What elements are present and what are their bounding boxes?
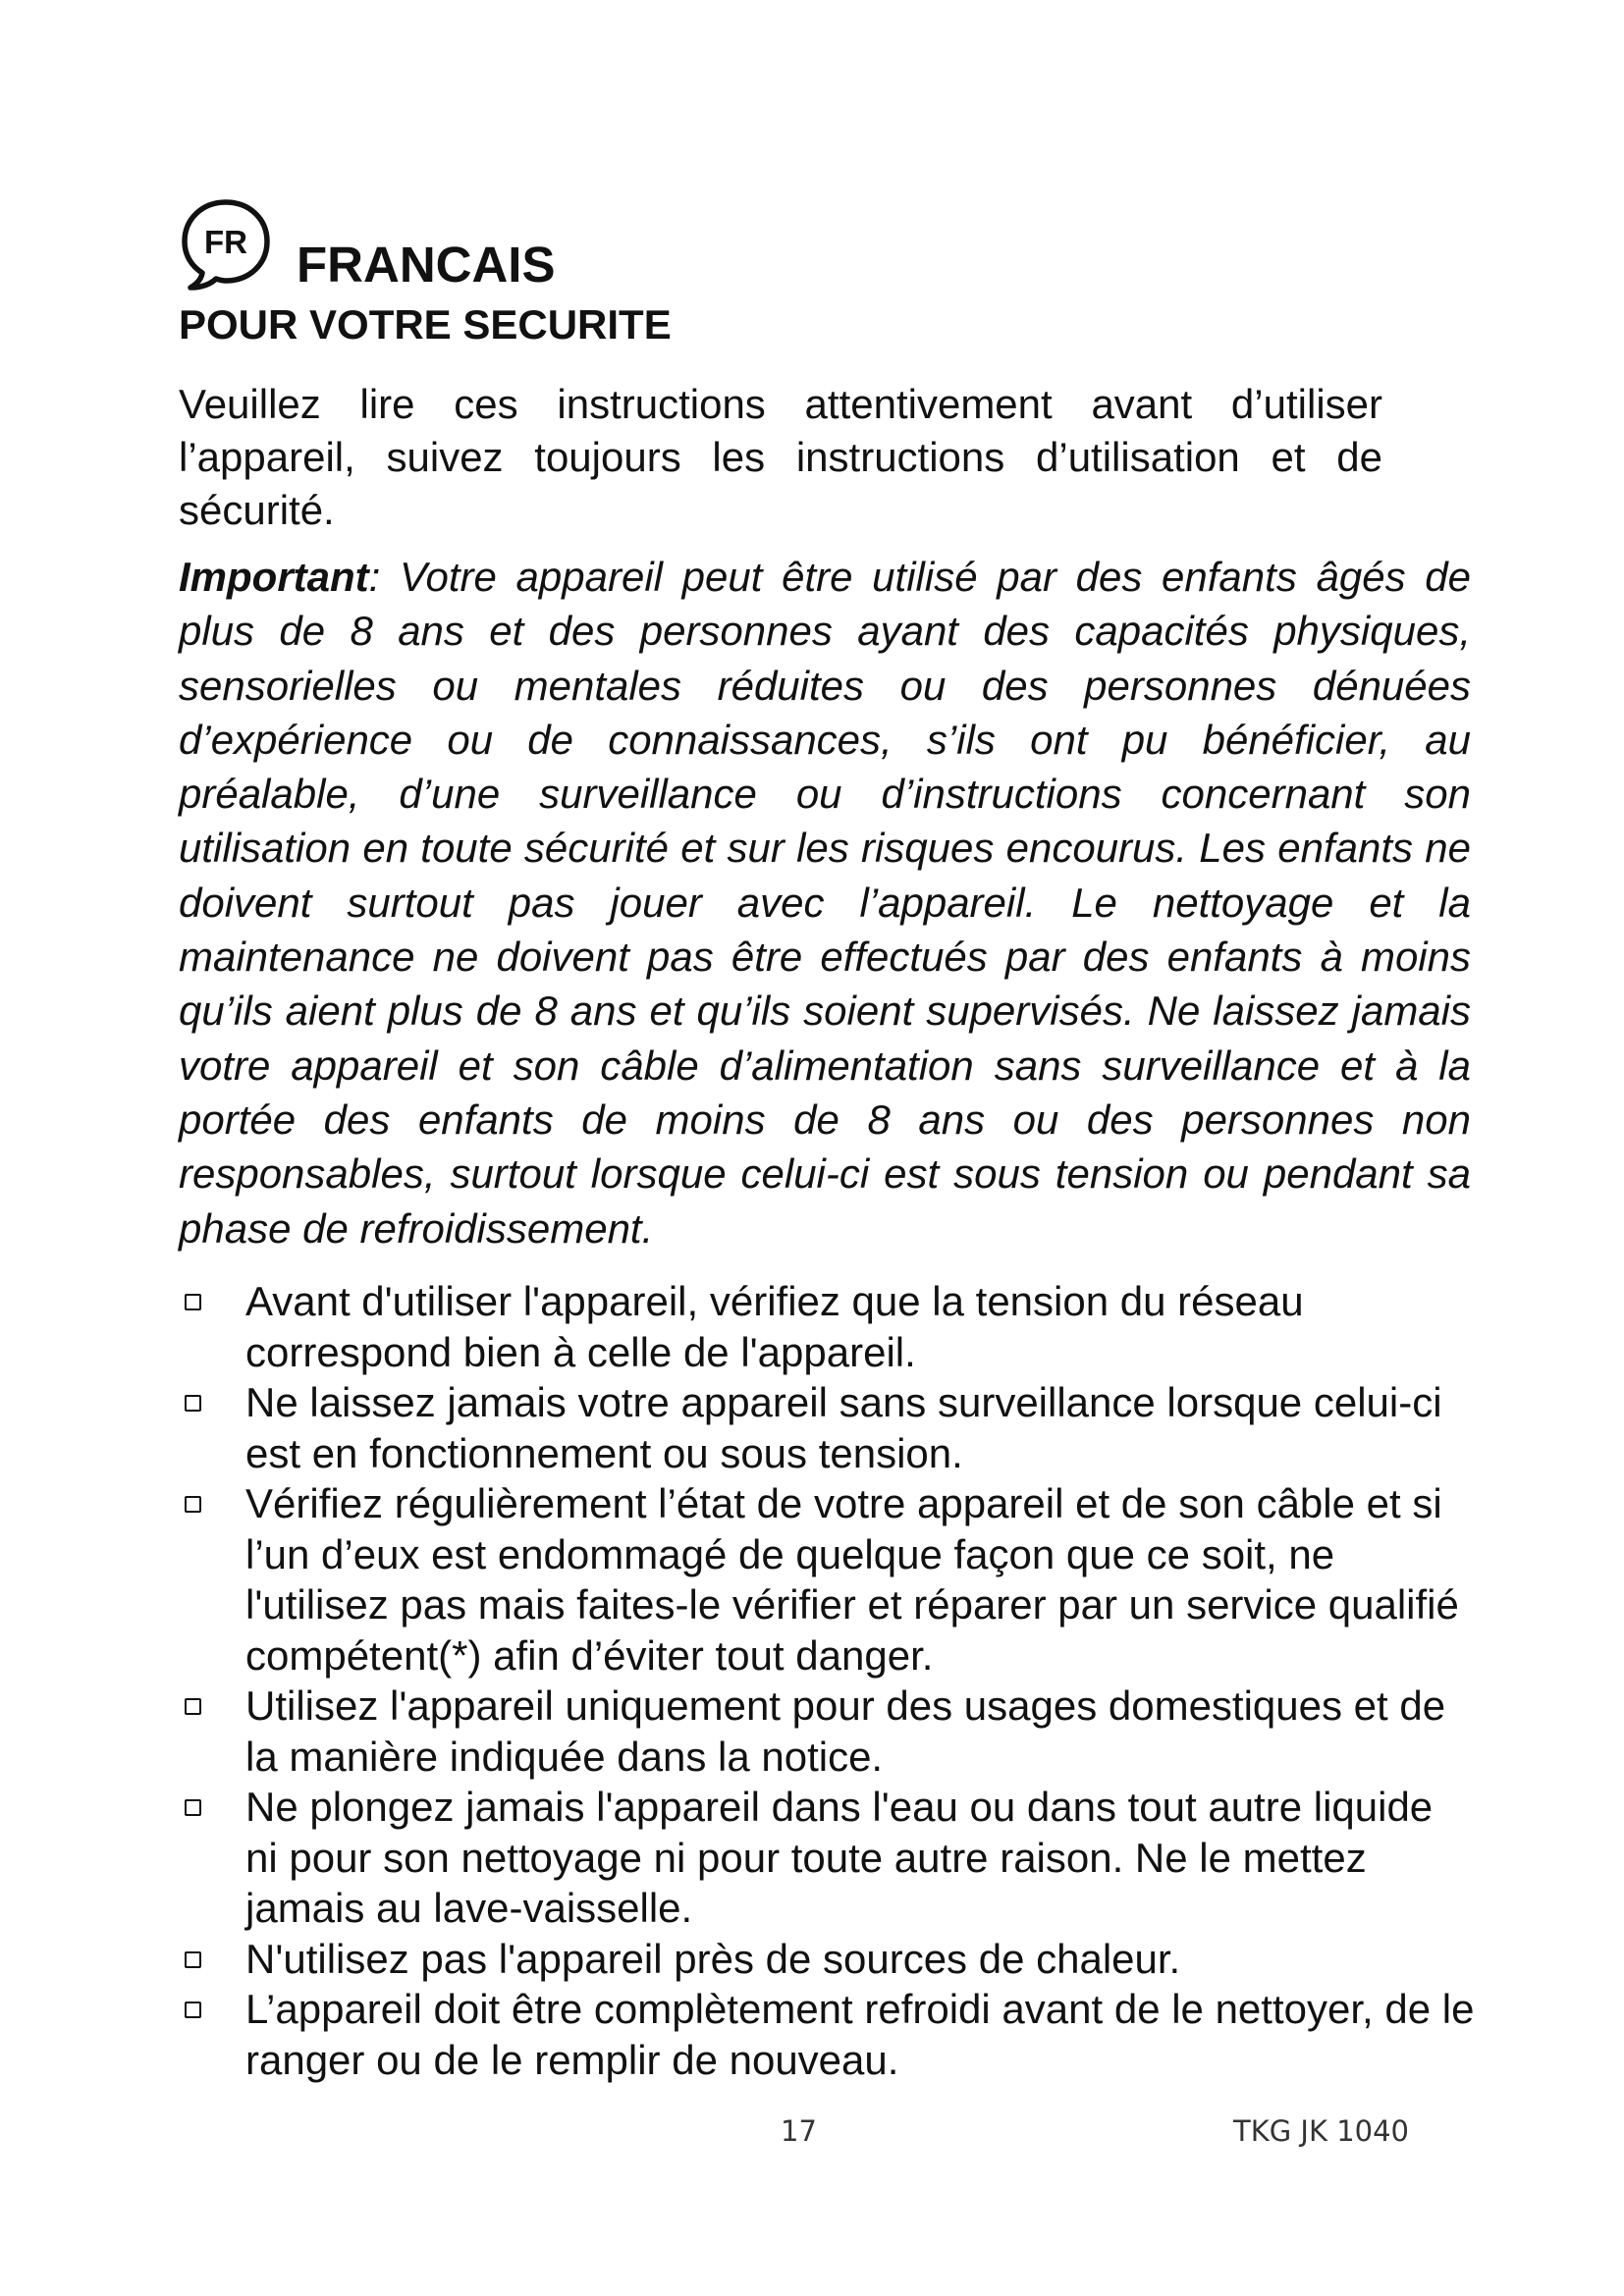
model-number: TKG JK 1040 <box>1233 2114 1410 2148</box>
list-item <box>179 1478 1475 1681</box>
list-item <box>179 1984 1475 2085</box>
important-text: : Votre appareil peut être utilisé par des enfants âgés de plus de 8 ans et des personnes ayant des capacités physiques, sensorielles ou mentales réduites ou des personnes dénuées d’expérience ou de connaissances, s’ils ont pu bénéficier, au préalable, d’une surveillance ou d’instructions concernant son utilisation en toute sécurité et sur les risques encourus. Les enfants ne doivent surtout pas jouer avec l’appareil. Le nettoyage et la maintenance ne doivent pas être effectués par des enfants à moins qu’ils aient plus de 8 ans et qu’ils soient supervisés. Ne laissez jamais votre appareil et son câble d’alimentation sans surveillance et à la portée des enfants de moins de 8 ans ou des personnes non responsables, surtout lorsque celui-ci est sous tension ou pendant sa phase de refroidissement. <box>179 554 1471 1252</box>
lang-badge: FR <box>204 224 247 260</box>
language-title: FRANCAIS <box>297 237 556 293</box>
list-item-text: Ne laissez jamais votre appareil sans surveillance lorsque celui-ci est en fonctionnement ou sous tension. <box>245 1379 1442 1476</box>
checkbox-bullet-icon <box>185 1951 201 1968</box>
checkbox-bullet-icon <box>185 1799 201 1816</box>
list-item <box>179 1934 1475 1985</box>
list-item-text: Utilisez l'appareil uniquement pour des usages domestiques et de la manière indiquée dans la notice. <box>245 1682 1446 1780</box>
checkbox-bullet-icon <box>185 1496 201 1513</box>
intro-paragraph: Veuillez lire ces instructions attentivement avant d’utiliser l’appareil, suivez toujours les instructions d’utilisation et de sécurité. <box>179 381 1382 533</box>
checkbox-bullet-icon <box>185 1395 201 1412</box>
checkbox-bullet-icon <box>185 1294 201 1310</box>
list-item-text: N'utilisez pas l'appareil près de sources de chaleur. <box>245 1935 1181 1982</box>
safety-list <box>179 1276 1475 2085</box>
list-item-text: Ne plongez jamais l'appareil dans l'eau ou dans tout autre liquide ni pour son nettoyage ni pour toute autre raison. Ne le mettez jamais au lave-vaisselle. <box>245 1784 1434 1931</box>
section-title: POUR VOTRE SECURITE <box>179 301 672 347</box>
speech-bubble-icon <box>177 196 275 294</box>
important-paragraph <box>179 550 1471 1255</box>
checkbox-bullet-icon <box>185 1698 201 1715</box>
list-item <box>179 1782 1475 1934</box>
language-header <box>177 196 1453 304</box>
checkbox-bullet-icon <box>185 2002 201 2018</box>
important-lead: Important <box>179 554 369 600</box>
list-item-text: Avant d'utiliser l'appareil, vérifiez que la tension du réseau correspond bien à celle de l'appareil. <box>245 1278 1304 1375</box>
list-item <box>179 1276 1475 1377</box>
page-number: 17 <box>781 2114 817 2148</box>
list-item <box>179 1377 1475 1478</box>
list-item <box>179 1681 1475 1782</box>
list-item-text: L’appareil doit être complètement refroidi avant de le nettoyer, de le ranger ou de le remplir de nouveau. <box>245 1986 1475 2083</box>
list-item-text: Vérifiez régulièrement l’état de votre appareil et de son câble et si l’un d’eux est endommagé de quelque façon que ce soit, ne l'utilisez pas mais faites-le vérifier et réparer par un service qualifié compétent(*) afin d’éviter tout danger. <box>245 1480 1459 1679</box>
